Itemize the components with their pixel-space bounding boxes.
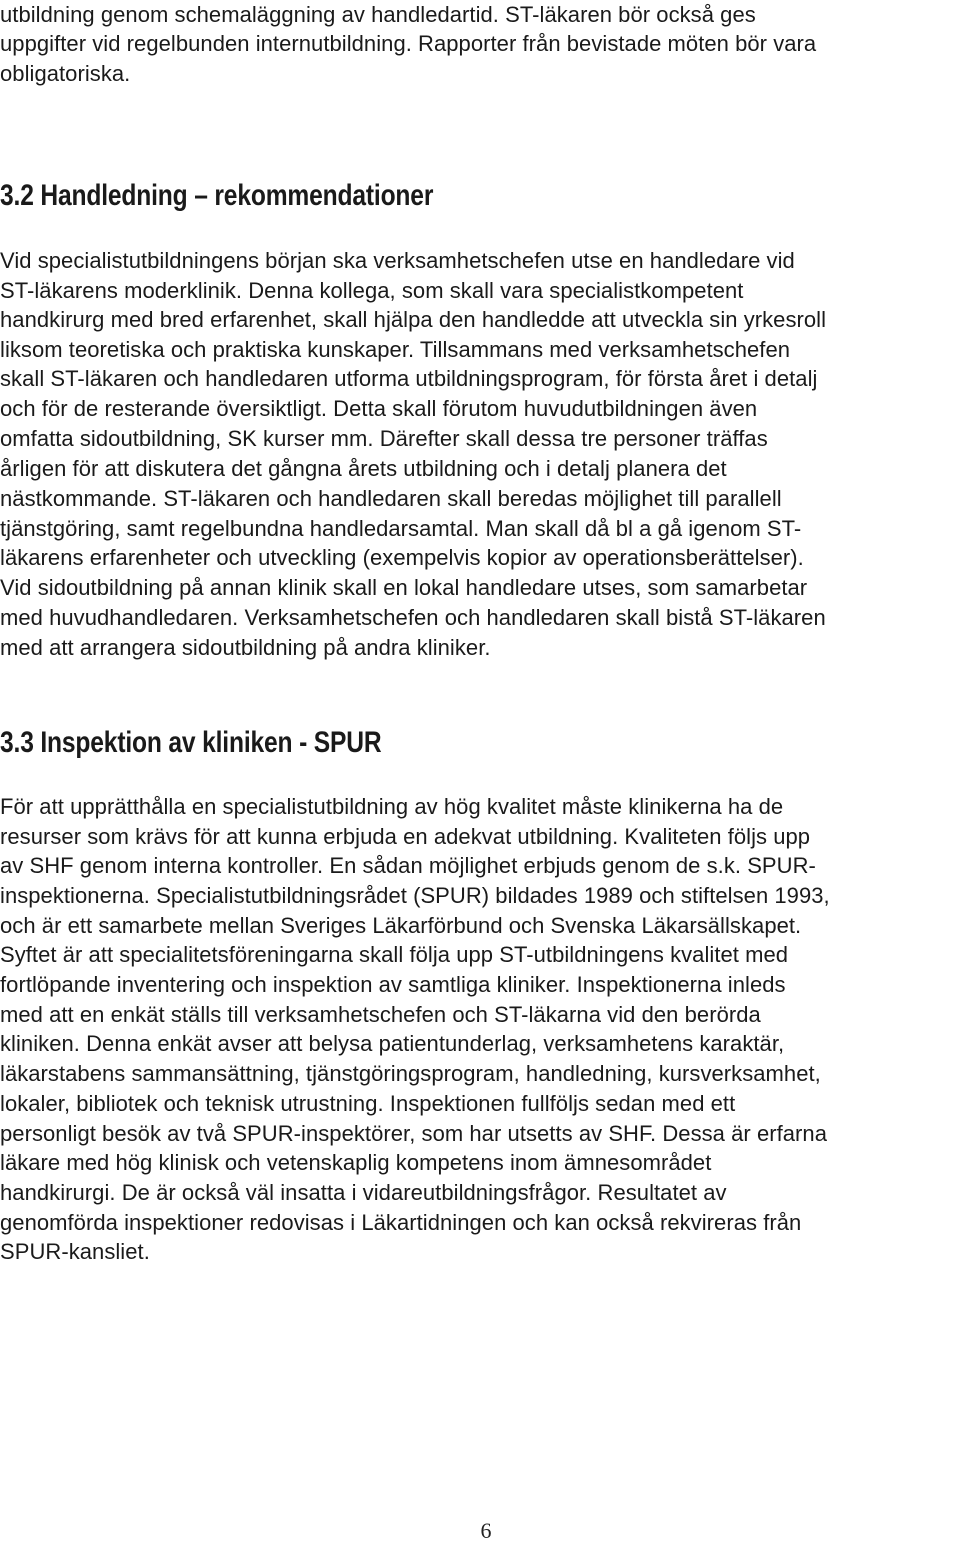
text-line: genomförda inspektioner redovisas i Läkartidningen och kan också rekvireras från xyxy=(0,1210,802,1235)
text-line: resurser som krävs för att kunna erbjuda en adekvat utbildning. Kvaliteten följs upp xyxy=(0,824,811,849)
page-number: 6 xyxy=(480,1518,492,1543)
text-line: med huvudhandledaren. Verksamhetschefen och handledaren skall bistå ST-läkaren xyxy=(0,605,826,630)
text-line: personligt besök av två SPUR-inspektörer, som har utsetts av SHF. Dessa är erfarna xyxy=(0,1121,828,1146)
text-line: med att en enkät ställs till verksamhetschefen och ST-läkarna vid den berörda xyxy=(0,1002,761,1027)
text-line: och för de resterande översiktligt. Detta skall förutom huvudutbildningen även xyxy=(0,396,758,421)
text-line: inspektionerna. Specialistutbildningsrådet (SPUR) bildades 1989 och stiftelsen 1993, xyxy=(0,883,830,908)
text-line: handkirurgi. De är också väl insatta i vidareutbildningsfrågor. Resultatet av xyxy=(0,1180,727,1205)
text-line: För att upprätthålla en specialistutbildning av hög kvalitet måste klinikerna ha de xyxy=(0,794,784,819)
text-line: Vid sidoutbildning på annan klinik skall en lokal handledare utses, som samarbetar xyxy=(0,575,808,600)
text-line: Syftet är att specialitetsföreningarna skall följa upp ST-utbildningens kvalitet med xyxy=(0,942,789,967)
text-line: SPUR-kansliet. xyxy=(0,1239,150,1264)
text-line: läkare med hög klinisk och vetenskaplig kompetens inom ämnesområdet xyxy=(0,1150,712,1175)
text-line: kliniken. Denna enkät avser att belysa patientunderlag, verksamhetens karaktär, xyxy=(0,1031,785,1056)
text-line: årligen för att diskutera det gångna årets utbildning och i detalj planera det xyxy=(0,456,727,481)
text-line: fortlöpande inventering och inspektion av samtliga kliniker. Inspektionerna inleds xyxy=(0,972,786,997)
text-line: obligatoriska. xyxy=(0,61,131,86)
text-line: och är ett samarbete mellan Sveriges Läkarförbund och Svenska Läkarsällskapet. xyxy=(0,913,802,938)
text-line: av SHF genom interna kontroller. En sådan möjlighet erbjuds genom de s.k. SPUR- xyxy=(0,853,816,878)
text-line: skall ST-läkaren och handledaren utforma utbildningsprogram, för första året i detalj xyxy=(0,366,818,391)
text-line: nästkommande. ST-läkaren och handledaren skall beredas möjlighet till parallell xyxy=(0,486,782,511)
text-line: ST-läkarens moderklinik. Denna kollega, som skall vara specialistkompetent xyxy=(0,278,744,303)
text-line: liksom teoretiska och praktiska kunskaper. Tillsammans med verksamhetschefen xyxy=(0,337,791,362)
text-line: med att arrangera sidoutbildning på andra kliniker. xyxy=(0,635,491,660)
text-line: tjänstgöring, samt regelbundna handledarsamtal. Man skall då bl a gå igenom ST- xyxy=(0,516,802,541)
text-line: uppgifter vid regelbunden internutbildning. Rapporter från bevistade möten bör vara xyxy=(0,31,817,56)
text-line: läkarens erfarenheter och utveckling (exempelvis kopior av operationsberättelser). xyxy=(0,545,804,570)
text-line: omfatta sidoutbildning, SK kurser mm. Därefter skall dessa tre personer träffas xyxy=(0,426,768,451)
text-line: Vid specialistutbildningens början ska verksamhetschefen utse en handledare vid xyxy=(0,248,795,273)
text-line: handkirurg med bred erfarenhet, skall hjälpa den handledde att utveckla sin yrkesroll xyxy=(0,307,827,332)
section-heading-3-3: 3.3 Inspektion av kliniken - SPUR xyxy=(0,726,382,759)
text-line: utbildning genom schemaläggning av handledartid. ST-läkaren bör också ges xyxy=(0,2,756,27)
text-line: lokaler, bibliotek och teknisk utrustning. Inspektionen fullföljs sedan med ett xyxy=(0,1091,736,1116)
text-line: läkarstabens sammansättning, tjänstgöringsprogram, handledning, kursverksamhet, xyxy=(0,1061,821,1086)
section-heading-3-2: 3.2 Handledning – rekommendationer xyxy=(0,179,434,212)
